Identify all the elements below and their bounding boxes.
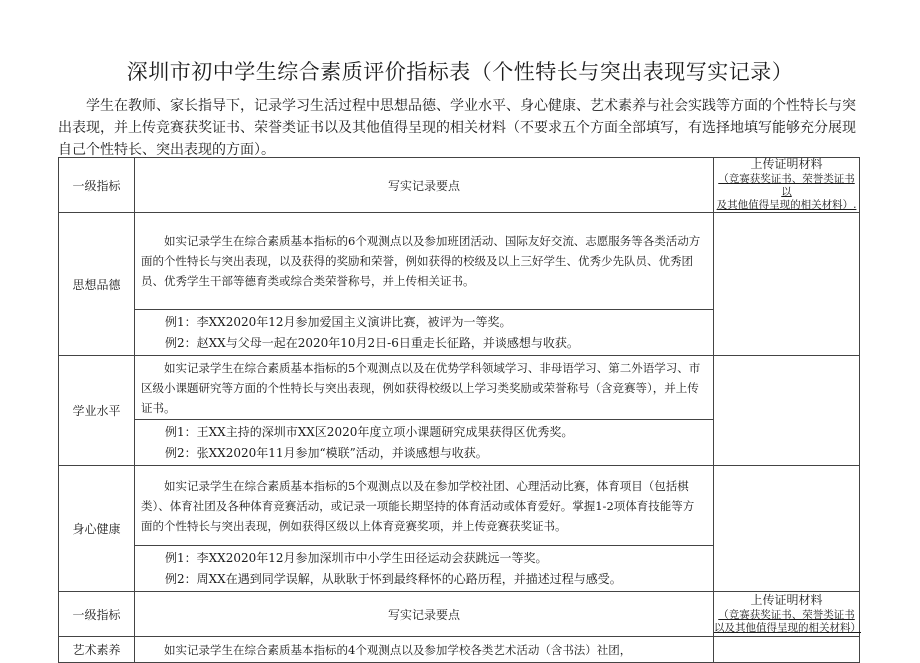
materials-note-2: 及其他值得呈现的相关材料）. xyxy=(716,199,857,211)
key-points-cell xyxy=(135,213,714,310)
example-2: 例2：赵XX与父母一起在2020年10月2日-6日重走长征路，并谈感想与收获。 xyxy=(165,335,579,350)
evaluation-table xyxy=(58,157,860,663)
examples-cell xyxy=(135,310,714,356)
key-points-cell xyxy=(135,356,714,420)
header-indicator: 一级指标 xyxy=(59,592,135,637)
key-points-text: 如实记录学生在综合素质基本指标的4个观测点以及参加学校各类艺术活动（含书法）社团， xyxy=(164,642,632,657)
table-row xyxy=(59,466,860,546)
table-row xyxy=(59,356,860,420)
materials-note-1: （竞赛获奖证书、荣誉类证书以 xyxy=(718,173,855,198)
example-1: 例1：李XX2020年12月参加深圳市中小学生田径运动会获跳远一等奖。 xyxy=(165,550,548,565)
upload-cell[interactable] xyxy=(714,356,860,466)
upload-cell[interactable] xyxy=(714,466,860,592)
upload-cell[interactable] xyxy=(714,637,860,663)
table-header-row xyxy=(59,158,860,213)
table-row xyxy=(59,213,860,310)
indicator-cell: 学业水平 xyxy=(59,356,135,466)
key-points-cell xyxy=(135,637,714,663)
example-2: 例2：周XX在遇到同学误解，从耿耿于怀到最终释怀的心路历程，并描述过程与感受。 xyxy=(165,571,622,586)
key-points-cell xyxy=(135,466,714,546)
example-1: 例1：李XX2020年12月参加爱国主义演讲比赛，被评为一等奖。 xyxy=(165,314,512,329)
header-materials xyxy=(714,158,860,213)
upload-cell[interactable] xyxy=(714,213,860,356)
indicator-cell: 身心健康 xyxy=(59,466,135,592)
key-points-text: 如实记录学生在综合素质基本指标的6个观测点以及参加班团活动、国际友好交流、志愿服务等各类活动方面的个性特长与突出表现，以及获得的奖励和荣誉，例如获得的校级及以上三好学生、优秀少先队员、优秀团员、优秀学生干部等德育类或综合类荣誉称号，并上传相关证书。 xyxy=(141,234,701,288)
example-1: 例1：王XX主持的深圳市XX区2020年度立项小课题研究成果获得区优秀奖。 xyxy=(165,424,574,439)
examples-cell xyxy=(135,420,714,466)
materials-title: 上传证明材料 xyxy=(750,592,823,607)
materials-title: 上传证明材料 xyxy=(750,157,823,171)
example-2: 例2：张XX2020年11月参加“模联”活动，并谈感想与收获。 xyxy=(165,445,488,460)
materials-note-1: （竞赛获奖证书、荣誉类证书 xyxy=(718,608,855,621)
key-points-text: 如实记录学生在综合素质基本指标的5个观测点以及在参加学校社团、心理活动比赛，体育项目（包括棋类）、体育社团及各种体育竞赛活动，或记录一项能长期坚持的体育活动或体育爱好。掌握1-2项体育技能等方面的个性特长与突出表现，例如获得区级以上体育竞赛奖项，并上传竞赛获奖证书。 xyxy=(141,478,695,533)
header-indicator: 一级指标 xyxy=(59,158,135,213)
header-materials xyxy=(714,592,860,637)
header-key-points: 写实记录要点 xyxy=(135,158,714,213)
key-points-text: 如实记录学生在综合素质基本指标的5个观测点以及在优势学科领域学习、非母语学习、第二外语学习、市区级小课题研究等方面的个性特长与突出表现，例如获得校级以上学习类奖励或荣誉称号（含竞赛等），并上传证书。 xyxy=(141,360,701,415)
table-row xyxy=(59,637,860,663)
indicator-cell: 艺术素养 xyxy=(59,637,135,663)
materials-note-2: 以及其他值得呈现的相关材料） xyxy=(714,621,861,634)
header-key-points: 写实记录要点 xyxy=(135,592,714,637)
table-header-row-2 xyxy=(59,592,860,637)
page-title: 深圳市初中学生综合素质评价指标表（个性特长与突出表现写实记录） xyxy=(126,60,794,84)
examples-cell xyxy=(135,546,714,592)
indicator-cell: 思想品德 xyxy=(59,213,135,356)
intro-paragraph: 学生在教师、家长指导下，记录学习生活过程中思想品德、学业水平、身心健康、艺术素养与社会实践等方面的个性特长与突出表现，并上传竞赛获奖证书、荣誉类证书以及其他值得呈现的相关材料（不要求五个方面全部填写，有选择地填写能够充分展现自己个性特长、突出表现的方面）。 xyxy=(58,98,856,158)
